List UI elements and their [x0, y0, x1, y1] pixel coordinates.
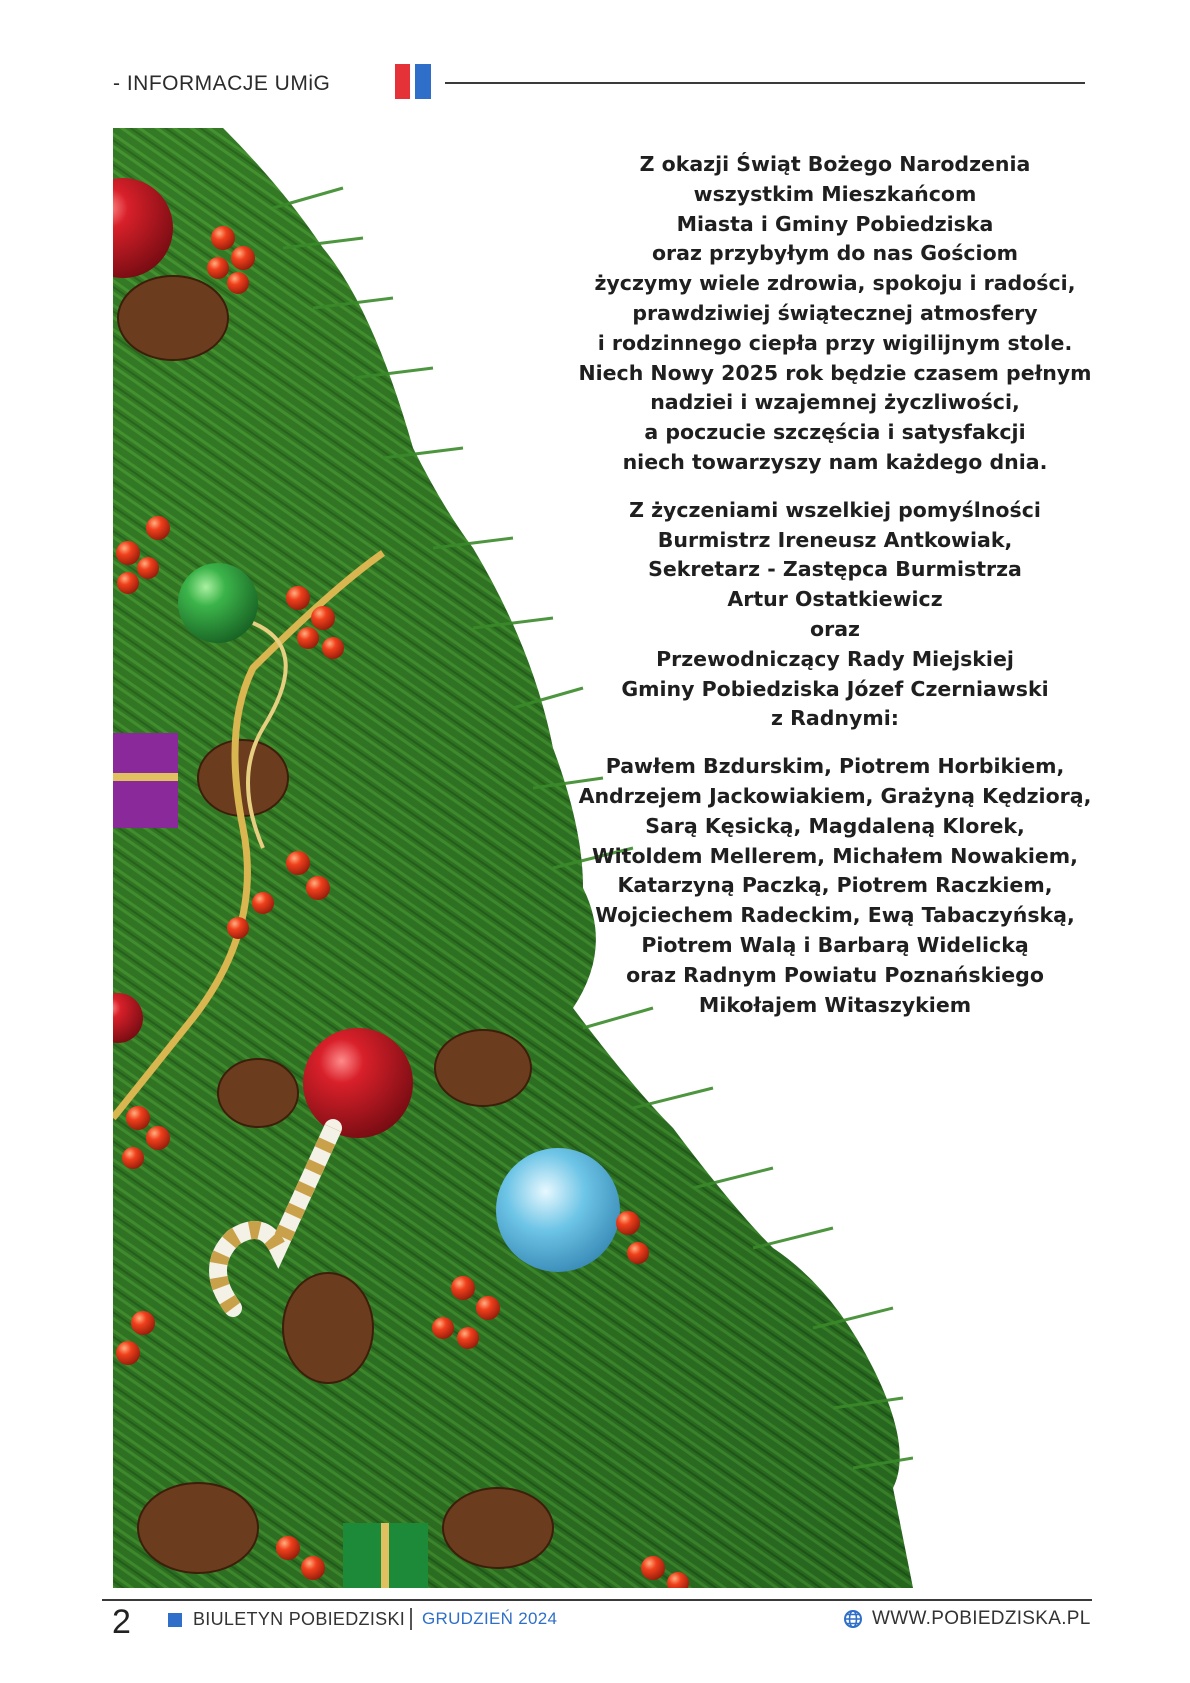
globe-icon — [843, 1609, 863, 1629]
greeting-line: wszystkim Mieszkańcom — [693, 181, 977, 206]
greeting-line: Niech Nowy 2025 rok będzie czasem pełnym — [578, 360, 1092, 385]
greeting-line: nadziei i wzajemnej życzliwości, — [650, 390, 1020, 415]
councillor-line: Mikołajem Witaszykiem — [698, 992, 972, 1017]
councillor-line: oraz Radnym Powiatu Poznańskiego — [626, 962, 1044, 987]
greeting-line: Miasta i Gminy Pobiedziska — [676, 211, 994, 236]
website-link[interactable]: WWW.POBIEDZISKA.PL — [872, 1608, 1091, 1629]
greeting-line: oraz przybyłym do nas Gościom — [651, 241, 1019, 266]
flag-red-stripe — [395, 64, 410, 99]
greeting-line: a poczucie szczęścia i satysfakcji — [644, 420, 1026, 445]
greeting-line: Z okazji Świąt Bożego Narodzenia — [639, 152, 1031, 176]
holiday-greeting — [570, 150, 1100, 1020]
page-header — [0, 0, 1190, 110]
councillor-line: Witoldem Mellerem, Michałem Nowakiem, — [592, 843, 1078, 868]
footer-separator — [410, 1608, 412, 1630]
councillor-line: Sarą Kęsicką, Magdaleną Klorek, — [645, 813, 1025, 838]
signature-line: Gminy Pobiedziska Józef Czerniawski — [621, 676, 1049, 701]
signature-line: Burmistrz Ireneusz Antkowiak, — [657, 527, 1013, 552]
councillor-line: Katarzyną Paczką, Piotrem Raczkiem, — [617, 873, 1053, 898]
greeting-intro — [570, 150, 1100, 478]
header-divider — [445, 82, 1085, 84]
greeting-line: prawdziwiej świątecznej atmosfery — [632, 300, 1038, 325]
square-bullet-icon — [168, 1613, 182, 1627]
greeting-line: życzymy wiele zdrowia, spokoju i radości, — [594, 271, 1076, 296]
section-label: - INFORMACJE UMiG — [113, 72, 331, 95]
councillor-line: Pawłem Bzdurskim, Piotrem Horbikiem, — [605, 754, 1065, 779]
signature-line: Z życzeniami wszelkiej pomyślności — [629, 497, 1041, 522]
councillor-line: Piotrem Walą i Barbarą Widelicką — [641, 932, 1029, 957]
footer-divider — [102, 1599, 1092, 1601]
signature-line: z Radnymi: — [771, 706, 899, 731]
issue-date: GRUDZIEŃ 2024 — [422, 1609, 558, 1628]
greeting-signatures — [570, 496, 1100, 734]
page-number: 2 — [112, 1603, 131, 1641]
signature-line: Artur Ostatkiewicz — [727, 587, 943, 612]
greeting-line: niech towarzyszy nam każdego dnia. — [622, 449, 1048, 474]
publication-name: BIULETYN POBIEDZISKI — [193, 1609, 406, 1629]
flag-icon — [395, 64, 431, 99]
signature-line: oraz — [810, 616, 860, 641]
greeting-councillors — [570, 752, 1100, 1020]
flag-blue-stripe — [415, 64, 431, 99]
signature-line: Przewodniczący Rady Miejskiej — [656, 646, 1014, 671]
councillor-line: Wojciechem Radeckim, Ewą Tabaczyńską, — [595, 903, 1075, 928]
greeting-line: i rodzinnego ciepła przy wigilijnym stole. — [597, 330, 1073, 355]
signature-line: Sekretarz - Zastępca Burmistrza — [648, 557, 1022, 582]
councillor-line: Andrzejem Jackowiakiem, Grażyną Kędziorą, — [578, 783, 1092, 808]
